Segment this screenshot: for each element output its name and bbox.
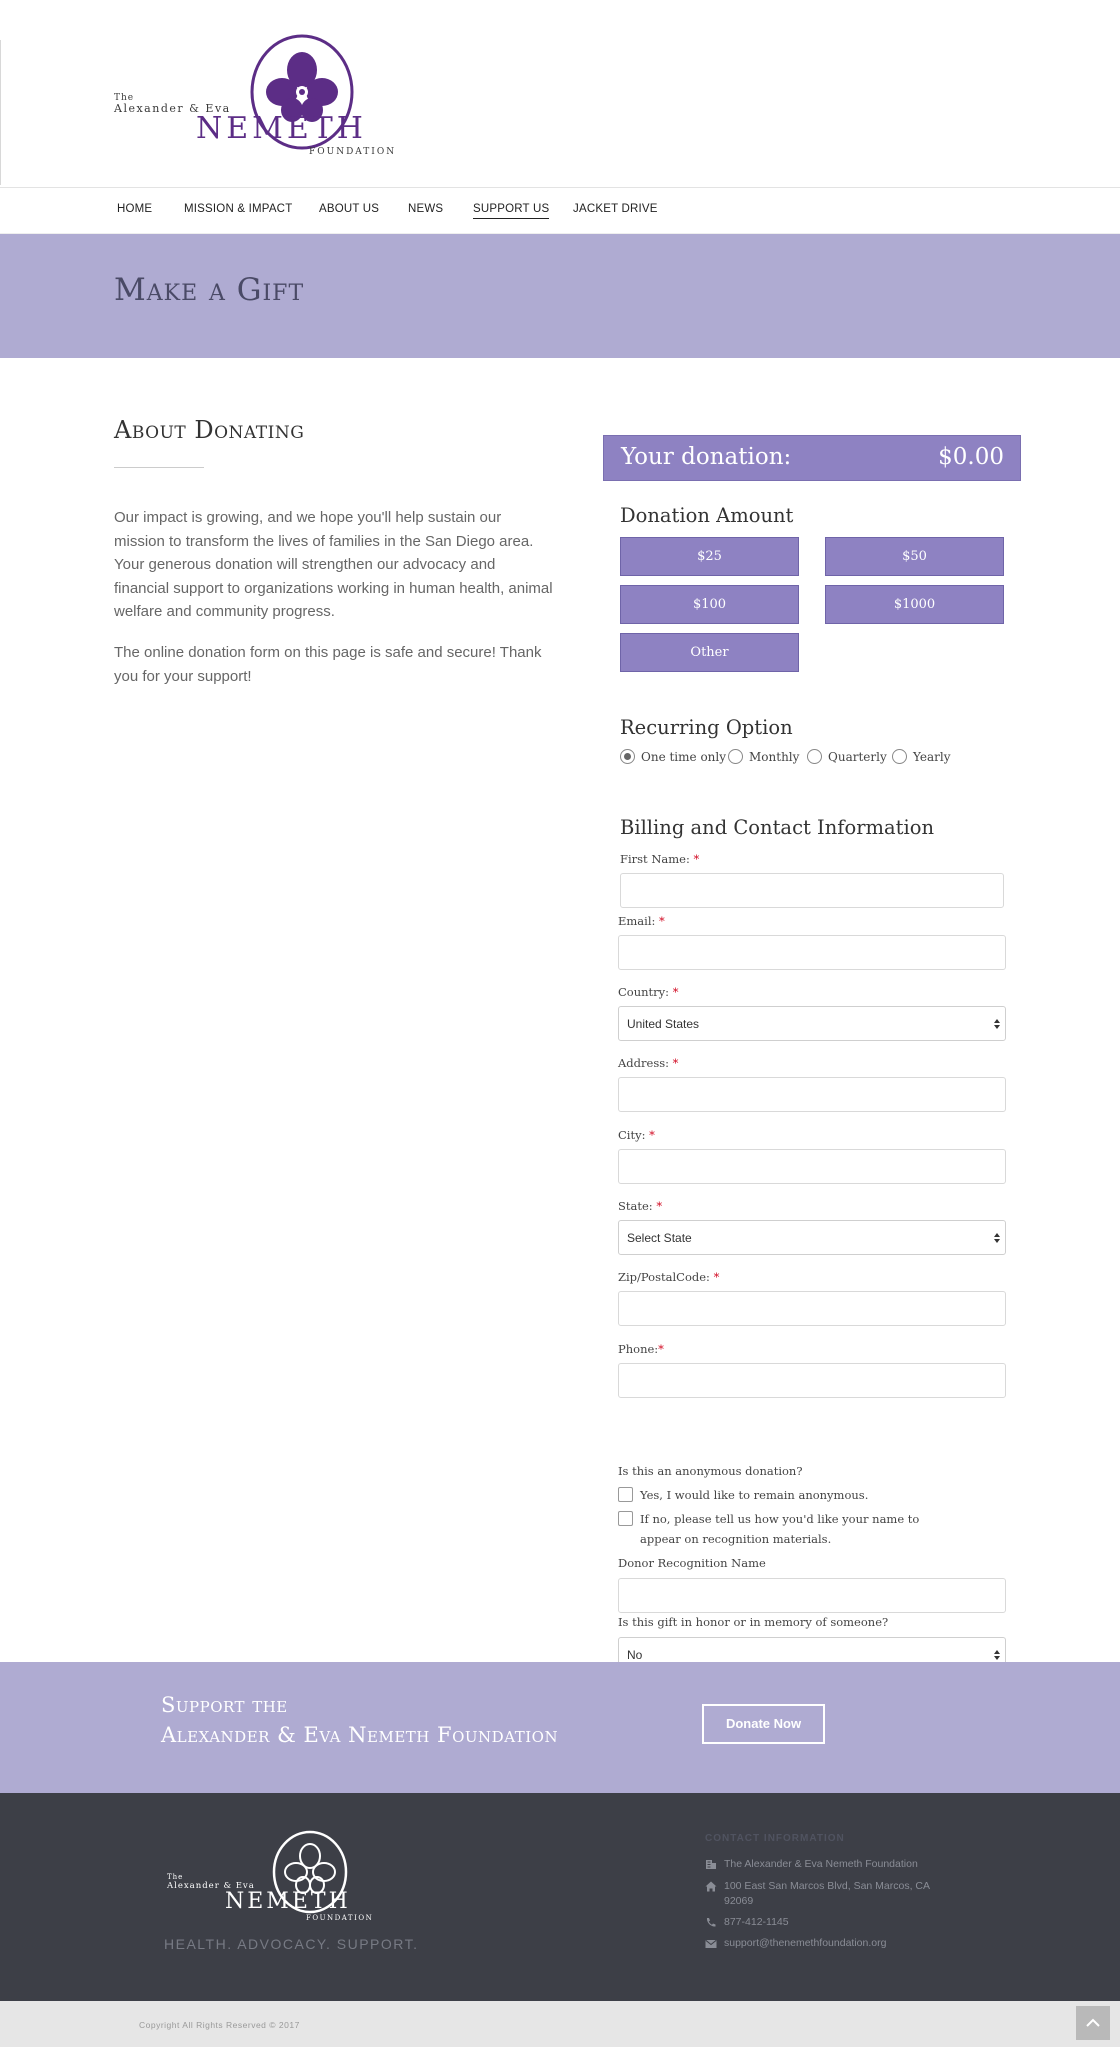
home-icon (705, 1881, 717, 1892)
contact-address (705, 1879, 945, 1911)
site-header (0, 0, 1120, 188)
nav-home[interactable]: HOME (117, 203, 153, 215)
radio-monthly[interactable] (728, 749, 743, 764)
state-label: State: * (618, 1199, 663, 1213)
chevron-up-icon (1076, 2006, 1110, 2040)
amount-1000-button[interactable]: $1000 (825, 585, 1004, 624)
radio-monthly-label: Monthly (749, 750, 800, 764)
copyright-bar (0, 2001, 1120, 2047)
footer-logo-foundation: FOUNDATION (306, 1914, 374, 1922)
donation-total-label: Your donation: (621, 444, 792, 470)
state-select-value: Select State (627, 1231, 692, 1245)
contact-phone[interactable] (705, 1915, 945, 1931)
anonymous-question: Is this an anonymous donation? (618, 1464, 803, 1478)
donate-now-button[interactable]: Donate Now (702, 1704, 825, 1744)
contact-email[interactable] (705, 1936, 945, 1952)
footer-logo-the: The (167, 1873, 184, 1881)
footer-logo[interactable] (163, 1825, 393, 1935)
honor-select-value: No (627, 1648, 643, 1662)
contact-org-text: The Alexander & Eva Nemeth Foundation (724, 1858, 918, 1870)
first-name-input[interactable] (620, 873, 1004, 908)
amount-100-button[interactable]: $100 (620, 585, 799, 624)
about-divider (114, 467, 204, 468)
about-paragraph-2: The online donation form on this page is safe and secure! Thank you for your support! (114, 644, 542, 685)
amount-25-button[interactable]: $25 (620, 537, 799, 576)
email-label: Email: * (618, 914, 665, 928)
building-icon (705, 1859, 717, 1870)
first-name-label: First Name: * (620, 852, 700, 866)
copyright-text: Copyright All Rights Reserved © 2017 (139, 2020, 300, 2030)
select-arrows-icon (993, 1230, 1001, 1246)
nav-jacket-drive[interactable]: JACKET DRIVE (573, 203, 658, 215)
footer-orchid-icon (285, 1844, 335, 1893)
city-input[interactable] (618, 1149, 1006, 1184)
contact-email-text: support@thenemethfoundation.org (724, 1937, 887, 1949)
country-select-value: United States (627, 1017, 700, 1031)
contact-phone-text: 877-412-1145 (724, 1916, 789, 1928)
zip-label: Zip/PostalCode: * (618, 1270, 720, 1284)
anonymous-no-label: If no, please tell us how you'd like your name to appear on recognition materials. (640, 1512, 920, 1546)
amount-50-button[interactable]: $50 (825, 537, 1004, 576)
honor-question: Is this gift in honor or in memory of someone? (618, 1615, 889, 1629)
footer-logo-name: NEMETH (225, 1889, 351, 1914)
radio-yearly[interactable] (892, 749, 907, 764)
radio-quarterly-label: Quarterly (828, 750, 887, 764)
donation-total-amount: $0.00 (938, 444, 1004, 470)
nav-support-us[interactable]: SUPPORT US (473, 203, 549, 219)
footer-tagline: HEALTH. ADVOCACY. SUPPORT. (164, 1936, 419, 1952)
honor-select[interactable] (618, 1637, 1006, 1662)
contact-heading: CONTACT INFORMATION (705, 1833, 845, 1844)
zip-input[interactable] (618, 1291, 1006, 1326)
foundation-logo[interactable] (112, 30, 422, 180)
country-select[interactable] (618, 1006, 1006, 1041)
email-input[interactable] (618, 935, 1006, 970)
about-title: About Donating (114, 416, 305, 444)
select-arrows-icon (993, 1016, 1001, 1032)
anonymous-no-checkbox[interactable] (618, 1511, 633, 1526)
address-label: Address: * (618, 1056, 679, 1070)
logo-foundation: FOUNDATION (309, 147, 397, 157)
contact-address-text: 100 East San Marcos Blvd, San Marcos, CA 92069 (724, 1880, 930, 1907)
phone-label: Phone:* (618, 1342, 664, 1356)
envelope-icon (705, 1938, 717, 1949)
radio-one-time-label: One time only (641, 750, 727, 764)
anonymous-yes-label: Yes, I would like to remain anonymous. (640, 1488, 869, 1502)
about-paragraph-1: Our impact is growing, and we hope you'll help sustain our mission to transform the lives of families in the San Diego area. Your generous donation will strengthen our advocacy and financial support to organizations working in human health, animal welfare and community progress. (114, 509, 553, 620)
recognition-name-input[interactable] (618, 1578, 1006, 1613)
donation-total-bar (603, 435, 1021, 481)
support-line-2: Alexander & Eva Nemeth Foundation (161, 1723, 559, 1747)
support-line-1: Support the (161, 1693, 288, 1717)
recurring-title: Recurring Option (620, 716, 793, 739)
radio-yearly-label: Yearly (913, 750, 951, 764)
donation-amount-title: Donation Amount (620, 504, 794, 527)
recognition-name-label: Donor Recognition Name (618, 1556, 766, 1570)
nav-news[interactable]: NEWS (408, 203, 444, 215)
contact-org (705, 1857, 945, 1873)
country-label: Country: * (618, 985, 679, 999)
page-title: Make a Gift (114, 272, 305, 308)
radio-quarterly[interactable] (807, 749, 822, 764)
phone-icon (705, 1917, 717, 1928)
billing-title: Billing and Contact Information (620, 816, 935, 839)
phone-input[interactable] (618, 1363, 1006, 1398)
nav-about-us[interactable]: ABOUT US (319, 203, 380, 215)
site-footer (0, 1793, 1120, 2001)
radio-one-time[interactable] (620, 749, 635, 764)
select-arrows-icon (993, 1647, 1001, 1662)
logo-line1: Alexander & Eva (114, 102, 231, 115)
logo-name: NEMETH (196, 111, 367, 146)
footer-logo-line1: Alexander & Eva (167, 1881, 255, 1891)
back-to-top-button[interactable] (1076, 2006, 1110, 2040)
address-input[interactable] (618, 1077, 1006, 1112)
anonymous-yes-checkbox[interactable] (618, 1487, 633, 1502)
logo-the: The (114, 93, 135, 103)
state-select[interactable] (618, 1220, 1006, 1255)
page-hero (0, 234, 1120, 358)
support-banner (0, 1662, 1120, 1793)
header-edge-line (0, 40, 1, 185)
city-label: City: * (618, 1128, 655, 1142)
amount-other-button[interactable]: Other (620, 633, 799, 672)
main-nav (0, 188, 1120, 234)
nav-mission-impact[interactable]: MISSION & IMPACT (184, 203, 293, 215)
